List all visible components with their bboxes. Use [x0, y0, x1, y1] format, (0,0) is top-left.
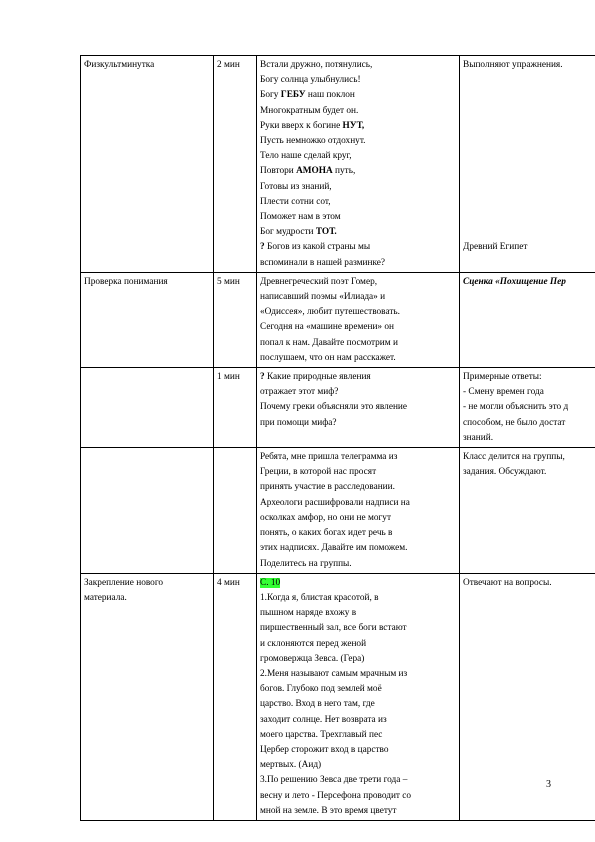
text-line: Древнегреческий поэт Гомер,: [260, 276, 378, 287]
text-line: 3.По решению Зевса две трети года –: [260, 775, 408, 786]
time-label: 5 мин: [217, 276, 240, 287]
time-label: 2 мин: [217, 60, 240, 70]
text-line: Поможет нам в этом: [260, 212, 341, 223]
text-line: [260, 370, 456, 385]
question-mark: ?: [260, 372, 265, 383]
table-row: [81, 56, 595, 273]
teacher-activity-cell: [257, 56, 460, 273]
text-line: этих надписях. Давайте им поможем.: [260, 543, 408, 554]
text-line: [260, 576, 456, 591]
stage-label: Закрепление нового: [84, 577, 164, 588]
text-fragment: Повтори: [260, 166, 297, 177]
text-line: мертвых. (Аид): [260, 760, 322, 771]
text-line: Встали дружно, потянулись,: [260, 60, 373, 70]
stage-cell: [81, 272, 214, 367]
teacher-activity-cell: [257, 272, 460, 367]
text-line: Греции, в которой нас просят: [260, 467, 377, 478]
text-line: 2.Меня называют самым мрачным из: [260, 668, 408, 679]
table-row: [81, 448, 595, 574]
time-cell: [214, 272, 257, 367]
text-line: Многократным будет он.: [260, 105, 359, 116]
text-line: и склоняются перед женой: [260, 638, 367, 649]
time-cell: [214, 448, 257, 574]
text-line: при помощи мифа?: [260, 417, 337, 428]
text-line: [260, 225, 456, 240]
text-line: мной на земле. В это время цветут: [260, 805, 397, 816]
stage-label: Физкультминутка: [84, 60, 155, 70]
text-fragment: Богов из какой страны мы: [264, 242, 371, 253]
text-line: [260, 164, 456, 179]
student-activity-cell: [460, 573, 595, 820]
student-text: знаний.: [463, 432, 494, 443]
text-line: отражает этот миф?: [260, 387, 339, 398]
deity-name: ГЕБУ: [280, 90, 306, 101]
text-fragment: путь,: [332, 166, 356, 177]
text-line: написавший поэмы «Илиада» и: [260, 292, 386, 303]
text-line: Готовы из знаний,: [260, 181, 332, 192]
student-text: способом, не было достат: [463, 417, 566, 428]
text-line: [260, 119, 456, 134]
text-line: 1.Когда я, блистая красотой, в: [260, 592, 379, 603]
text-line: Почему греки объясняли это явление: [260, 402, 408, 413]
deity-name: ТОТ.: [315, 227, 337, 238]
teacher-activity-cell: [257, 573, 460, 820]
text-line: громовержца Зевса. (Гера): [260, 653, 365, 664]
text-line: Тело наше сделай круг,: [260, 151, 352, 162]
text-line: Цербер сторожит вход в царство: [260, 744, 389, 755]
student-activity-cell: [460, 368, 595, 448]
text-line: вспоминали в нашей разминке?: [260, 257, 385, 268]
student-text: Отвечают на вопросы.: [463, 577, 552, 588]
student-text: задания. Обсуждают.: [463, 467, 547, 478]
text-line: Богу солнца улыбнулись!: [260, 75, 361, 86]
text-line: пышном наряде вхожу в: [260, 608, 357, 619]
table-row: [81, 368, 595, 448]
text-line: послушаем, что он нам расскажет.: [260, 352, 396, 363]
question-mark: ?: [260, 242, 265, 253]
text-line: [260, 88, 456, 103]
text-fragment: наш поклон: [305, 90, 355, 101]
student-text: Примерные ответы:: [463, 372, 542, 383]
time-cell: [214, 368, 257, 448]
page-reference-highlight: С. 10: [260, 577, 281, 588]
time-label: 4 мин: [217, 577, 240, 588]
student-activity-cell: [460, 272, 595, 367]
student-text: - Смену времен года: [463, 387, 544, 398]
time-cell: [214, 56, 257, 273]
time-label: 1 мин: [217, 372, 240, 383]
teacher-activity-cell: [257, 448, 460, 574]
stage-cell: [81, 368, 214, 448]
table-row: [81, 573, 595, 820]
text-line: царство. Вход в него там, где: [260, 699, 375, 710]
deity-name: НУТ,: [342, 120, 365, 131]
text-line: пиршественный зал, все боги встают: [260, 623, 407, 634]
text-fragment: Бог мудрости: [260, 227, 316, 238]
lesson-plan-table: [80, 55, 595, 821]
student-text: - не могли объяснить это д: [463, 402, 569, 413]
stage-label: Проверка понимания: [84, 276, 168, 287]
stage-cell: [81, 56, 214, 273]
student-activity-cell: [460, 448, 595, 574]
stage-cell: [81, 448, 214, 574]
time-cell: [214, 573, 257, 820]
text-fragment: Какие природные явления: [264, 372, 371, 383]
text-line: Сегодня на «машине времени» он: [260, 322, 395, 333]
text-line: моего царства. Трехглавый пес: [260, 729, 383, 740]
stage-cell: [81, 573, 214, 820]
student-activity-cell: [460, 56, 595, 273]
student-answer: Древний Египет: [463, 242, 528, 253]
student-text: Выполняют упражнения.: [463, 60, 563, 70]
text-line: Ребята, мне пришла телеграмма из: [260, 452, 398, 463]
text-line: Пусть немножко отдохнут.: [260, 136, 366, 147]
text-line: понять, о каких богах идет речь в: [260, 528, 393, 539]
text-fragment: Богу: [260, 90, 281, 101]
text-line: богов. Глубоко под землей моё: [260, 684, 382, 695]
scene-title: Сценка «Похищение Пер: [463, 276, 566, 287]
page-number: 3: [546, 779, 551, 790]
text-line: заходит солнце. Нет возврата из: [260, 714, 387, 725]
text-line: попал к нам. Давайте посмотрим и: [260, 337, 398, 348]
text-line: осколках амфор, но они не могут: [260, 512, 392, 523]
text-fragment: Руки вверх к богине: [260, 120, 343, 131]
table-row: [81, 272, 595, 367]
stage-label: материала.: [84, 592, 127, 603]
text-line: Поделитесь на группы.: [260, 558, 352, 569]
text-line: весну и лето - Персефона проводит со: [260, 790, 412, 801]
text-line: принять участие в расследовании.: [260, 482, 395, 493]
text-line: Плести сотни сот,: [260, 196, 331, 207]
text-line: Археологи расшифровали надписи на: [260, 497, 410, 508]
text-line: «Одиссея», любит путешествовать.: [260, 307, 400, 318]
student-text: Класс делится на группы,: [463, 452, 565, 463]
text-line: [260, 240, 456, 255]
teacher-activity-cell: [257, 368, 460, 448]
deity-name: АМОНА: [296, 166, 333, 177]
